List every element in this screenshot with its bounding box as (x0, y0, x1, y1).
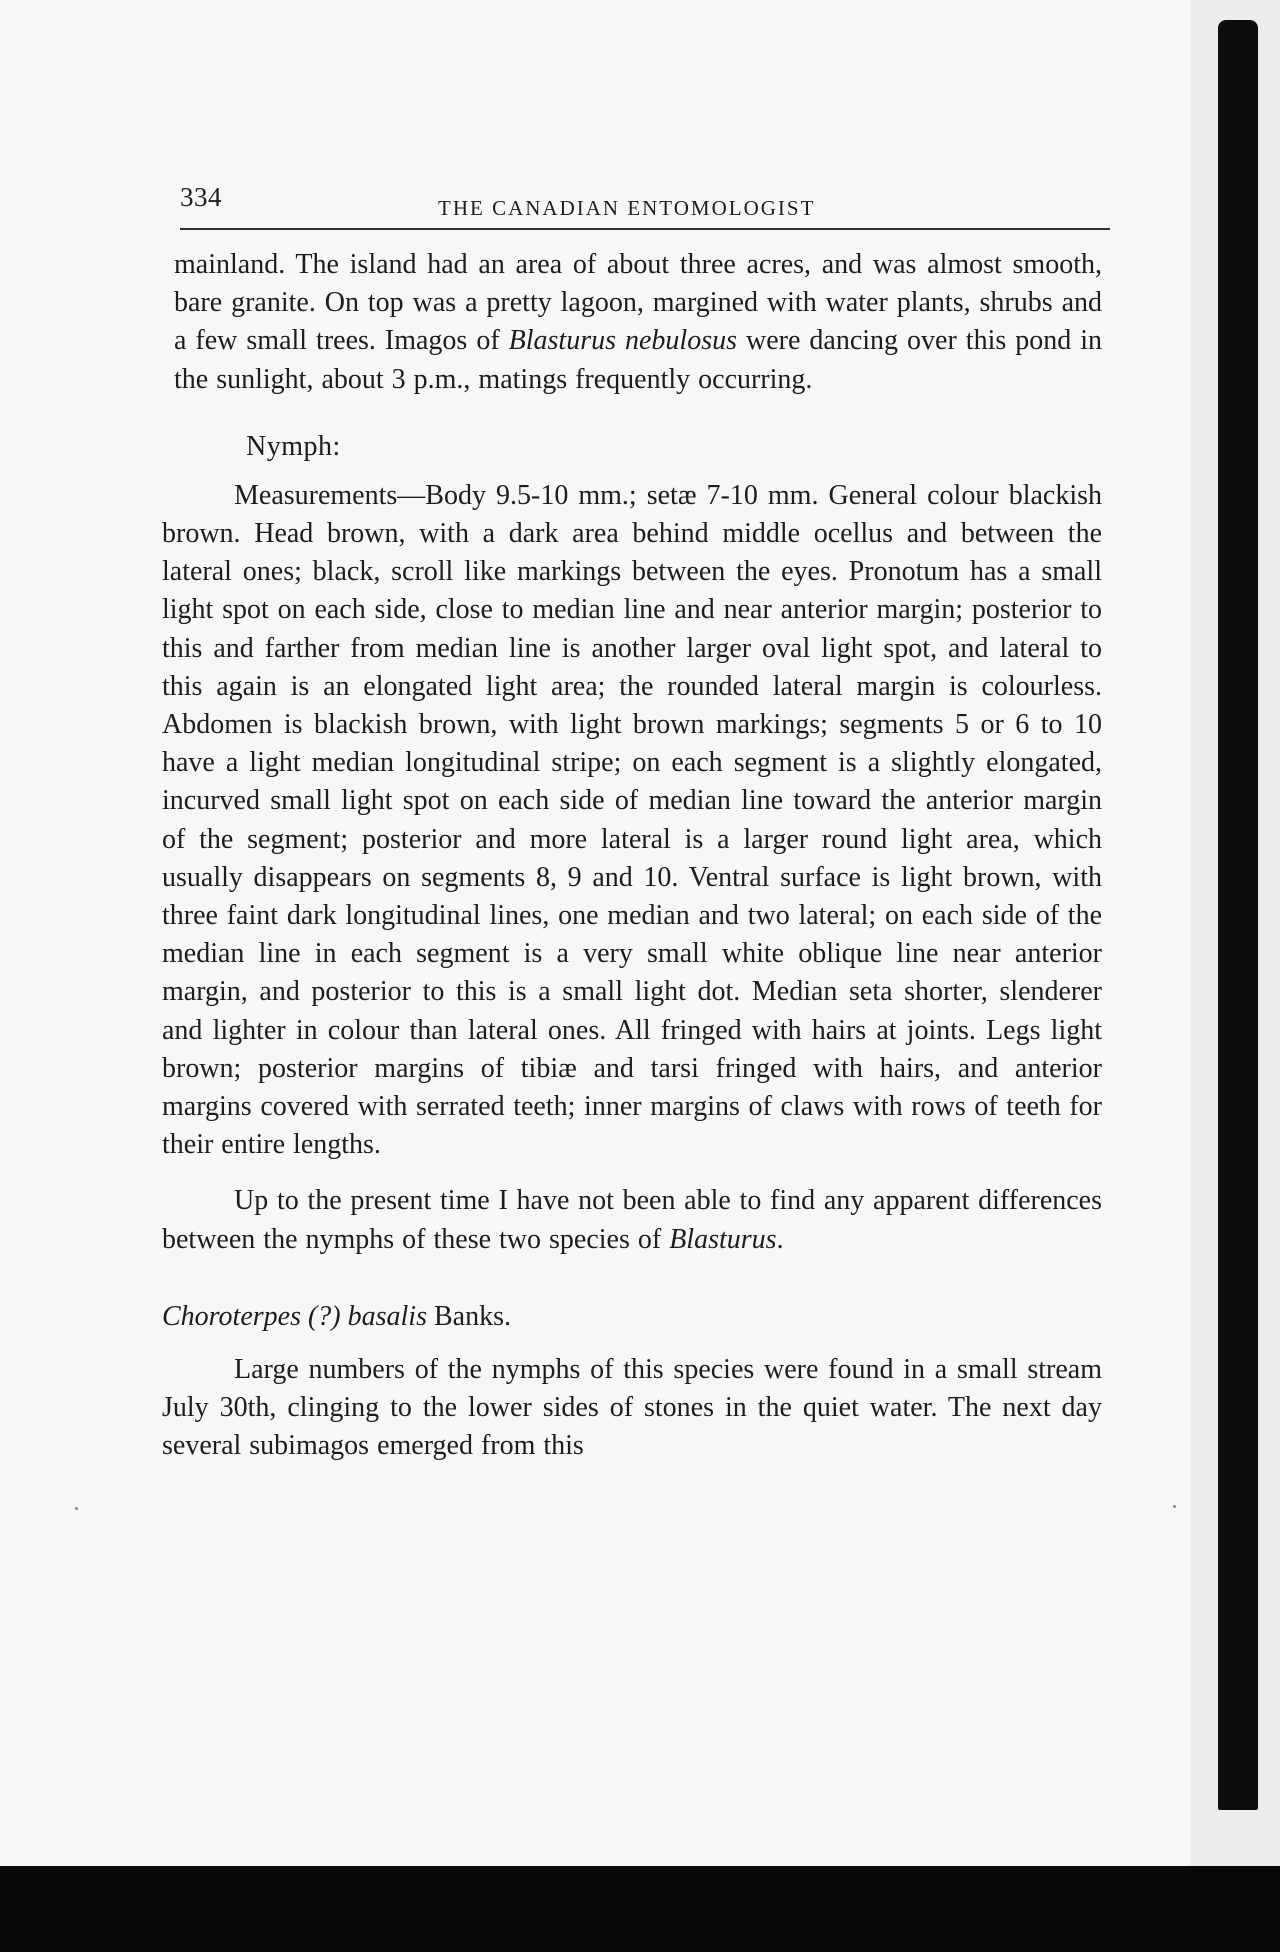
intro-taxon: Blasturus nebulosus (508, 325, 738, 357)
differences-text-b: . (776, 1223, 784, 1255)
differences-text-a: Up to the present time I have not been able to find any apparent differences between the nymphs of these two species of (162, 1185, 1102, 1255)
section-title (162, 1301, 1102, 1333)
intro-text-a: mainland. The island had an area of about three acres, and was almost smooth, bare granite. On top was a pretty lagoon, margined with water plants, shrubs and a few small trees. Imagos of (174, 249, 1102, 357)
journal-title: THE CANADIAN ENTOMOLOGIST (438, 196, 816, 220)
intro-text-b: were dancing over this pond in the sunlight, about 3 p.m., matings frequently occurring. (174, 325, 1103, 395)
dust-speck (75, 1507, 78, 1510)
page-content (162, 182, 1102, 1465)
differences-paragraph (162, 1182, 1102, 1258)
section-author: Banks. (426, 1300, 511, 1332)
intro-paragraph (174, 246, 1102, 399)
choroterpes-paragraph: Large numbers of the nymphs of this species were found in a small stream July 30th, clinging to the lower sides of stones in the quiet water. The next day several subimagos emerged from this (162, 1353, 1102, 1462)
dust-speck (1173, 1505, 1176, 1508)
nymph-description: Measurements—Body 9.5-10 mm.; setæ 7-10 mm. General colour blackish brown. Head brown, with a dark area behind middle ocellus and between the lateral ones; black, scroll like markings between the eyes. Pronotum has a small light spot on each side, close to median line and near anterior margin; posterior to this and farther from median line is another larger oval light spot, and lateral to this again is an elongated light area; the rounded lateral margin is colourless. Abdomen is blackish brown, with light brown markings; segments 5 or 6 to 10 have a light median longitudinal stripe; on each segment is a slightly elongated, incurved small light spot on each side of median line toward the anterior margin of the segment; posterior and more lateral is a larger round light area, which usually disappears on segments 8, 9 and 10. Ventral surface is light brown, with three faint dark longitudinal lines, one median and two lateral; on each side of the median line in each segment is a very small white oblique line near anterior margin, and posterior to this is a small light dot. Median seta shorter, slenderer and lighter in colour than lateral ones. All fringed with hairs at joints. Legs light brown; posterior margins of tibiæ and tarsi fringed with hairs, and anterior margins covered with serrated teeth; inner margins of claws with rows of teeth for their entire lengths. (162, 479, 1102, 1161)
differences-taxon: Blasturus (669, 1223, 777, 1255)
header-rule (180, 228, 1110, 230)
running-head (162, 182, 1102, 228)
page-number: 334 (180, 182, 222, 212)
nymph-heading: Nymph: (246, 430, 341, 462)
section-taxon: Choroterpes (?) basalis (162, 1300, 427, 1332)
scan-bottom-edge (0, 1866, 1280, 1952)
book-spine-shadow (1218, 20, 1258, 1810)
